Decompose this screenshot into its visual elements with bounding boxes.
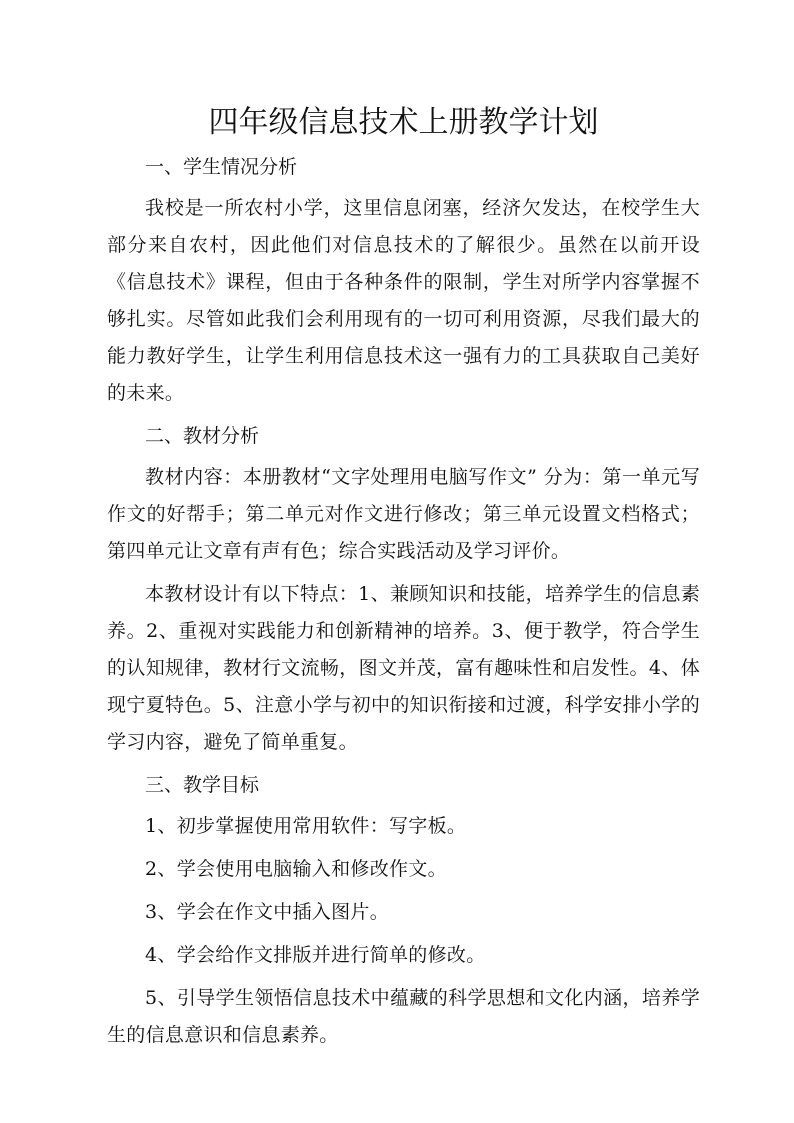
goal-item-3: 3、学会在作文中插入图片。 bbox=[145, 901, 389, 923]
goal-item-1: 1、初步掌握使用常用软件：写字板。 bbox=[145, 815, 467, 837]
paragraph-textbook-content: 教材内容：本册教材“文字处理用电脑写作文” 分为：第一单元写作文的好帮手；第二单元对作文进行修改；第三单元设置文档格式；第四单元让文章有声有色；综合实践活动及学习评价。 bbox=[107, 466, 700, 562]
goal-item-4: 4、学会给作文排版并进行简单的修改。 bbox=[145, 944, 486, 966]
goal-item-2: 2、学会使用电脑输入和修改作文。 bbox=[145, 858, 447, 880]
document-body bbox=[107, 103, 700, 1054]
section-heading-teaching-goals: 三、教学目标 bbox=[145, 774, 260, 796]
section-heading-student-analysis: 一、学生情况分析 bbox=[145, 156, 298, 178]
paragraph-student-analysis: 我校是一所农村小学，这里信息闭塞，经济欠发达，在校学生大部分来自农村，因此他们对信息技术的了解很少。虽然在以前开设《信息技术》课程，但由于各种条件的限制，学生对所学内容掌握不够扎实。尽管如此我们会利用现有的一切可利用资源，尽我们最大的能力教好学生，让学生利用信息技术这一强有力的工具获取自己美好的未来。 bbox=[107, 197, 700, 404]
document-title: 四年级信息技术上册教学计划 bbox=[208, 105, 599, 140]
section-heading-textbook-analysis: 二、教材分析 bbox=[145, 425, 260, 447]
goal-item-5: 5、引导学生领悟信息技术中蕴藏的科学思想和文化内涵，培养学生的信息意识和信息素养。 bbox=[107, 987, 700, 1046]
paragraph-textbook-features: 本教材设计有以下特点：1、兼顾知识和技能，培养学生的信息素养。2、重视对实践能力和创新精神的培养。3、便于教学，符合学生的认知规律，教材行文流畅，图文并茂，富有趣味性和启发性。4、体现宁夏特色。5、注意小学与初中的知识衔接和过渡，科学安排小学的学习内容，避免了简单重复。 bbox=[107, 583, 700, 753]
